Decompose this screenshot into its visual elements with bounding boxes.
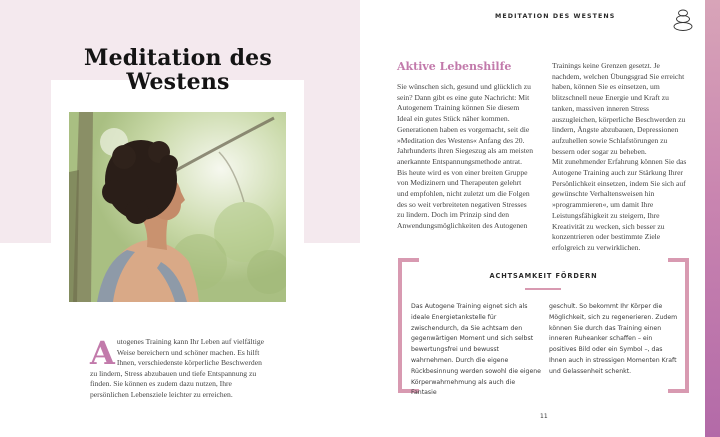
- body-column-2: [552, 61, 690, 254]
- meditation-photo: [69, 112, 286, 302]
- intro-paragraph: [90, 334, 270, 401]
- title-line-1: Meditation des: [84, 45, 272, 71]
- body-paragraph: Trainings keine Grenzen gesetzt. Je nachdem, welchen Übungsgrad Sie erreicht haben, können Sie es einsetzen, um blitzschnell neue Energie und Kraft zu tanken, massiven inneren Stress auszugleichen, körperliche Beschwerden zu lindern, Ängste abzubauen, Depressionen aufzuhellen sowie Schlafstörungen zu bessern oder sogar zu beheben.: [552, 61, 686, 156]
- page-edge-color-strip: [705, 0, 720, 437]
- body-column-1: [397, 82, 534, 232]
- box-title-underline: [525, 288, 561, 290]
- box-column-2: geschult. So bekommt Ihr Körper die Möglichkeit, sich zu regenerieren. Zudem können Sie durch das Training einen inneren Ruheanker schaffen – ein positives Bild oder ein Symbol –, das Ihnen auch in stressigen Momenten Kraft und Gelassenheit schenkt.: [549, 303, 678, 375]
- intro-text: utogenes Training kann Ihr Leben auf vielfältige Weise bereichern und schöner machen. Es hilft Ihnen, verschiedenste körperliche Beschwerden zu lindern, Stress abzubauen und tiefe Entspannung zu finden. Sie können es zudem dazu nutzen, Ihre persönlichen Lebensziele leichter zu erreichen.: [90, 337, 265, 399]
- page-title: [60, 46, 296, 94]
- drop-cap: A: [90, 334, 115, 372]
- section-heading: Aktive Lebenshilfe: [397, 60, 512, 73]
- body-paragraph: Sie wünschen sich, gesund und glücklich zu sein? Dann gibt es eine gute Nachricht: Mit Autogenem Training können Sie diesem Ideal ein gutes Stück näher kommen. Generationen haben es vorgemacht, seit die »Meditation des Westens« Anfang des 20. Jahrhunderts ihren Siegeszug als am meisten anerkannte Entspannungsmethode antrat.: [397, 82, 534, 166]
- photo-illustration: [69, 112, 286, 302]
- box-column-1: Das Autogene Training eignet sich als ideale Energietankstelle für zwischendurch, da Sie achtsam den gegenwärtigen Moment und sich selbst bewertungsfrei und bewusst wahrnehmen. Durch die eigene Rückbesinnung werden sowohl die eigene Körperwahrnehmung als auch die Fantasie: [411, 303, 541, 397]
- running-header: MEDITATION DES WESTENS: [495, 13, 616, 20]
- title-line-2: Westens: [126, 69, 230, 95]
- stacked-stones-icon: [672, 8, 694, 32]
- body-paragraph: Bis heute wird es von einer breiten Gruppe von Medizinern und Therapeuten gelehrt und empfohlen, nicht zuletzt um die Folgen des so weit verbreiteten negativen Stresses zu lindern. Doch im Prinzip sind den Anwendungsmöglichkeiten des Autogenen: [397, 167, 530, 231]
- page-number: 11: [540, 413, 548, 420]
- box-title: ACHTSAMKEIT FÖRDERN: [489, 272, 598, 280]
- body-paragraph: Mit zunehmender Erfahrung können Sie das Autogene Training auch zur Stärkung Ihrer Persönlichkeit einsetzen, indem Sie sich auf gewünschte Verhaltensweisen hin »programmieren«, um damit Ihre Leistungsfähigkeit zu steigern, Ihre Kreativität zu wecken, sich besser zu konzentrieren oder bestimmte Ziele erfolgreich zu verwirklichen.: [552, 157, 687, 252]
